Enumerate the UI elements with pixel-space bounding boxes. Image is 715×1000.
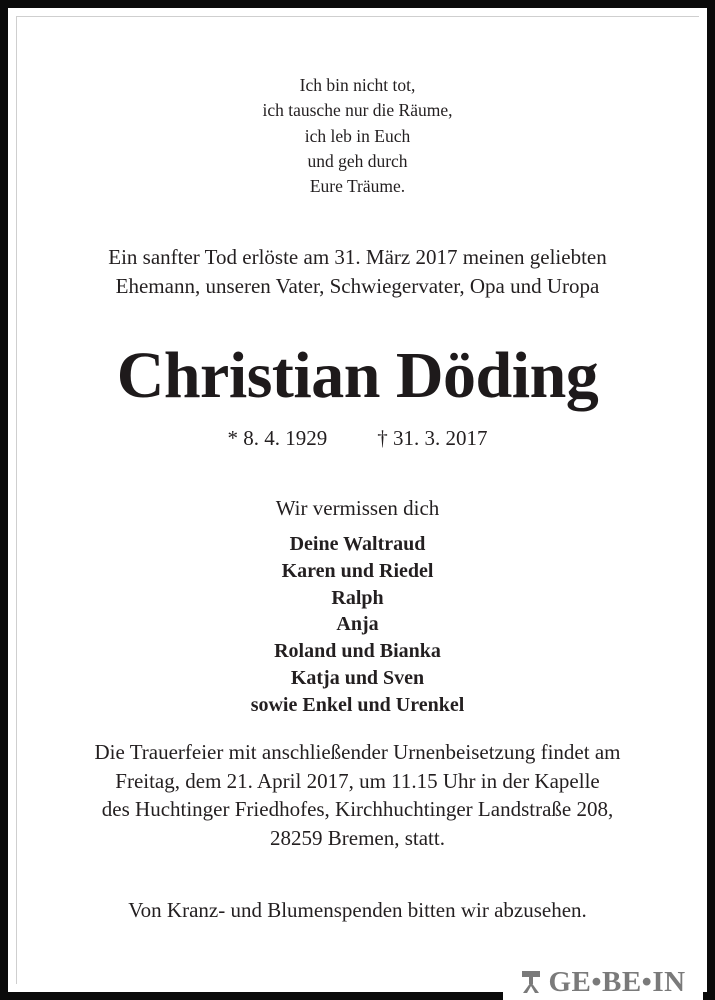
announcement-line: Ein sanfter Tod erlöste am 31. März 2017 meinen geliebten xyxy=(108,245,607,269)
mourners-heading: Wir vermissen dich xyxy=(275,496,440,520)
service-line: Die Trauerfeier mit anschließender Urnenbeisetzung findet am xyxy=(94,740,621,764)
service-line: 28259 Bremen, statt. xyxy=(270,825,445,850)
mourners-list xyxy=(8,531,707,719)
mourner-name: Deine Waltraud xyxy=(289,533,426,555)
mourner-name: Ralph xyxy=(331,586,384,609)
publisher-logo-area xyxy=(503,964,703,1000)
poem-line: Eure Träume. xyxy=(309,176,406,197)
gebein-figure-icon xyxy=(520,970,542,994)
logo-text: GE•BE•IN xyxy=(548,965,686,998)
mourner-name: Roland und Bianka xyxy=(274,640,441,663)
life-dates xyxy=(8,425,707,451)
announcement-line: Ehemann, unseren Vater, Schwiegervater, Opa und Uropa xyxy=(115,274,600,298)
poem-line: und geh durch xyxy=(307,150,408,171)
closing-note: Von Kranz- und Blumenspenden bitten wir abzusehen. xyxy=(128,898,587,922)
funeral-service-info xyxy=(8,738,707,852)
mourner-name: Anja xyxy=(336,613,379,636)
deceased-name: Christian Döding xyxy=(116,339,599,412)
death-announcement xyxy=(8,243,707,301)
poem-line: ich leb in Euch xyxy=(304,125,411,146)
service-line: Freitag, dem 21. April 2017, um 11.15 Uhr in der Kapelle xyxy=(115,768,600,793)
service-line: des Huchtinger Friedhofes, Kirchhuchtinger Landstraße 208, xyxy=(101,797,614,822)
death-date: † 31. 3. 2017 xyxy=(377,426,488,450)
publisher-logo xyxy=(520,966,685,999)
birth-date: * 8. 4. 1929 xyxy=(227,426,328,450)
mourner-name: Karen und Riedel xyxy=(281,559,434,582)
mourner-name: Katja und Sven xyxy=(290,666,425,689)
mourner-name: sowie Enkel und Urenkel xyxy=(250,693,465,716)
poem xyxy=(8,73,707,199)
poem-line: ich tausche nur die Räume, xyxy=(262,100,453,121)
poem-line: Ich bin nicht tot, xyxy=(299,75,416,95)
